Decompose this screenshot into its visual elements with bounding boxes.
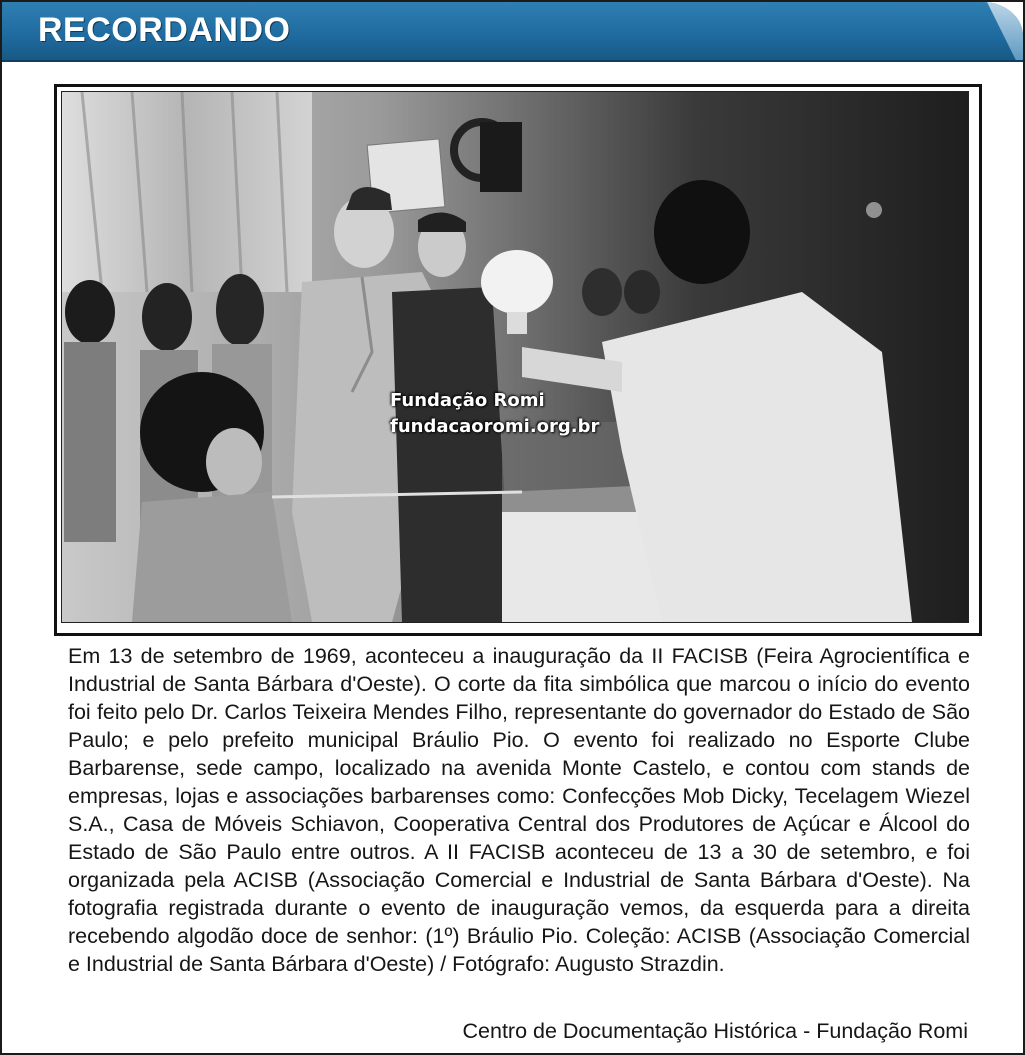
photo-caption: Em 13 de setembro de 1969, aconteceu a inauguração da II FACISB (Feira Agrocientífica e Industrial de Santa Bárbara d'Oeste). O corte da fita simbólica que marcou o início do evento foi feito pelo Dr. Carlos Teixeira Mendes Filho, representante do governador do Estado de São Paulo; e pelo prefeito municipal Bráulio Pio. O evento foi realizado no Esporte Clube Barbarense, sede campo, localizado na avenida Monte Castelo, e contou com stands de empresas, lojas e associações barbarenses como: Confecções Mob Dicky, Tecelagem Wiezel S.A., Casa de Móveis Schiavon, Cooperativa Central dos Produtores de Açúcar e Álcool do Estado de São Paulo entre outros. A II FACISB aconteceu de 13 a 30 de setembro, e foi organizada pela ACISB (Associação Comercial e Industrial de Santa Bárbara d'Oeste). Na fotografia registrada durante o evento de inauguração vemos, da esquerda para a direita recebendo algodão doce de senhor: (1º) Bráulio Pio. Coleção: ACISB (Associação Comercial e Industrial de Santa Bárbara d'Oeste) / Fotógrafo: Augusto Strazdin.: [68, 644, 970, 976]
photo-frame: [54, 84, 982, 636]
watermark-url: fundacaoromi.org.br: [390, 416, 600, 437]
photo-watermark: [390, 388, 599, 440]
watermark-name: Fundação Romi: [390, 390, 545, 411]
section-header: [2, 2, 1023, 62]
photo-credit: Centro de Documentação Histórica - Fundação Romi: [462, 1019, 968, 1043]
historical-photo: [61, 91, 969, 623]
photo-illustration: [62, 92, 968, 622]
section-title: RECORDANDO: [38, 11, 291, 49]
